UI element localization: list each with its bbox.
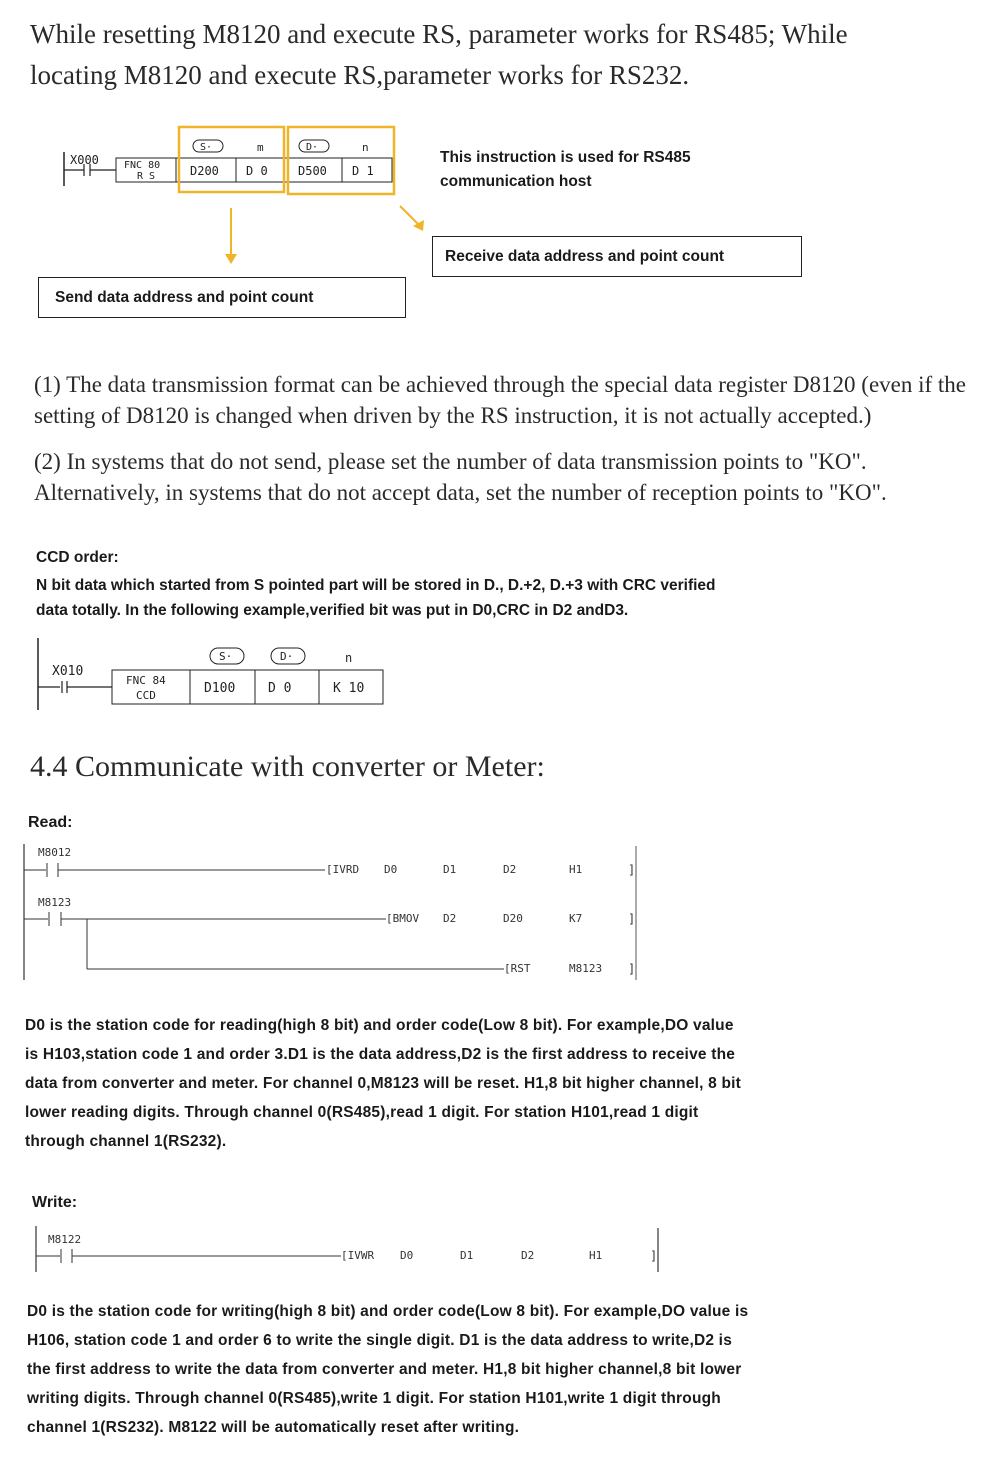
write-explanation-line-2: H106, station code 1 and order 6 to write the single digit. D1 is the data address to write,D2 is [27,1332,733,1349]
rs-s-tag: S· [200,142,213,153]
rs-fnc-line-2: R S [137,171,156,182]
write-r1-a4: H1 [589,1249,603,1262]
write-r1-op: [IVWR [341,1249,375,1262]
write-explanation [27,1297,748,1442]
rs-n-value: D 1 [352,164,374,178]
read-contact-2: M8123 [38,896,72,909]
read-r1-end: ] [628,863,636,877]
ccd-contact-label: X010 [52,664,84,679]
read-title: Read: [28,814,73,831]
write-explanation-line-4: writing digits. Through channel 0(RS485),write 1 digit. For station H101,write 1 digit through [27,1390,721,1407]
read-r3-op: [RST [504,962,531,975]
rs-description [440,146,691,194]
ccd-n-tag: n [345,651,353,665]
read-contact-1: M8012 [38,846,72,859]
ccd-n-value: K 10 [333,681,365,696]
read-ladder-diagram [0,840,660,985]
read-r2-a1: D2 [443,912,457,925]
read-r2-a2: D20 [503,912,523,925]
read-r2-end: ] [628,912,636,926]
ccd-description [36,573,716,623]
write-explanation-line-5: channel 1(RS232). M8122 will be automatically reset after writing. [27,1419,520,1436]
write-ladder-diagram [0,1222,680,1278]
rs-description-line-2: communication host [440,173,592,190]
read-r1-a1: D0 [384,863,398,876]
write-r1-a3: D2 [521,1249,535,1262]
rs-d-tag: D· [306,142,319,153]
read-explanation-line-1: D0 is the station code for reading(high 8 bit) and order code(Low 8 bit). For example,DO value [25,1017,734,1034]
ccd-description-line-2: data totally. In the following example,verified bit was put in D0,CRC in D2 andD3. [36,602,629,619]
read-r3-a1: M8123 [569,962,603,975]
read-r1-a2: D1 [443,863,457,876]
ccd-fnc-line-2: CCD [136,689,156,702]
rs-m-value: D 0 [246,164,268,178]
write-r1-end: ] [650,1249,658,1263]
ccd-fnc-line-1: FNC 84 [126,674,166,687]
send-data-label: Send data address and point count [38,277,406,318]
ccd-d-tag: D· [280,650,294,663]
write-title: Write: [32,1194,78,1211]
ccd-d-value: D 0 [268,681,292,696]
rs-receive-arrow [400,206,418,224]
read-explanation-line-2: is H103,station code 1 and order 3.D1 is the data address,D2 is the first address to receive the [25,1046,736,1063]
write-contact-1: M8122 [48,1233,82,1246]
write-r1-a2: D1 [460,1249,474,1262]
read-r1-a3: D2 [503,863,517,876]
rs-fnc-line-1: FNC 80 [124,160,161,171]
ccd-description-line-1: N bit data which started from S pointed part will be stored in D., D.+2, D.+3 with CRC verified [36,577,716,594]
ccd-s-tag: S· [219,650,233,663]
ccd-s-value: D100 [204,681,236,696]
rs-n-tag: n [362,141,369,154]
rs-m-tag: m [257,141,264,154]
rs-contact-label: X000 [70,153,99,167]
read-explanation [25,1011,741,1156]
intro-paragraph [30,14,930,96]
section-heading: 4.4 Communicate with converter or Meter: [30,750,545,783]
intro-line-2: locating M8120 and execute RS,parameter works for RS232. [30,60,690,90]
rs-s-value: D200 [190,164,219,178]
write-r1-a1: D0 [400,1249,414,1262]
note-1: (1) The data transmission format can be achieved through the special data register D8120 (even if the setting of D8120 is changed when driven by the RS instruction, it is not actually accepted.) [34,372,967,428]
read-explanation-line-3: data from converter and meter. For channel 0,M8123 will be reset. H1,8 bit higher channel, 8 bit [25,1075,742,1092]
read-r2-a3: K7 [569,912,583,925]
ccd-ladder-diagram [0,636,420,716]
intro-line-1: While resetting M8120 and execute RS, parameter works for RS485; While [30,19,848,49]
read-r2-op: [BMOV [386,912,420,925]
write-explanation-line-3: the first address to write the data from converter and meter. H1,8 bit higher channel,8 bit lower [27,1361,742,1378]
receive-data-label: Receive data address and point count [432,236,802,277]
rs-description-line-1: This instruction is used for RS485 [440,149,691,166]
ccd-title: CCD order: [36,549,119,566]
read-r3-end: ] [628,962,636,976]
note-2: (2) In systems that do not send, please set the number of data transmission points to "KO". Alternatively, in systems that do not accept data, set the number of reception points to "KO". [34,449,887,505]
write-explanation-line-1: D0 is the station code for writing(high 8 bit) and order code(Low 8 bit). For example,DO value is [27,1303,749,1320]
read-r1-a4: H1 [569,863,583,876]
read-r1-op: [IVRD [326,863,360,876]
read-explanation-line-4: lower reading digits. Through channel 0(RS485),read 1 digit. For station H101,read 1 digit [25,1104,699,1121]
rs-d-value: D500 [298,164,327,178]
read-explanation-line-5: through channel 1(RS232). [25,1133,227,1150]
